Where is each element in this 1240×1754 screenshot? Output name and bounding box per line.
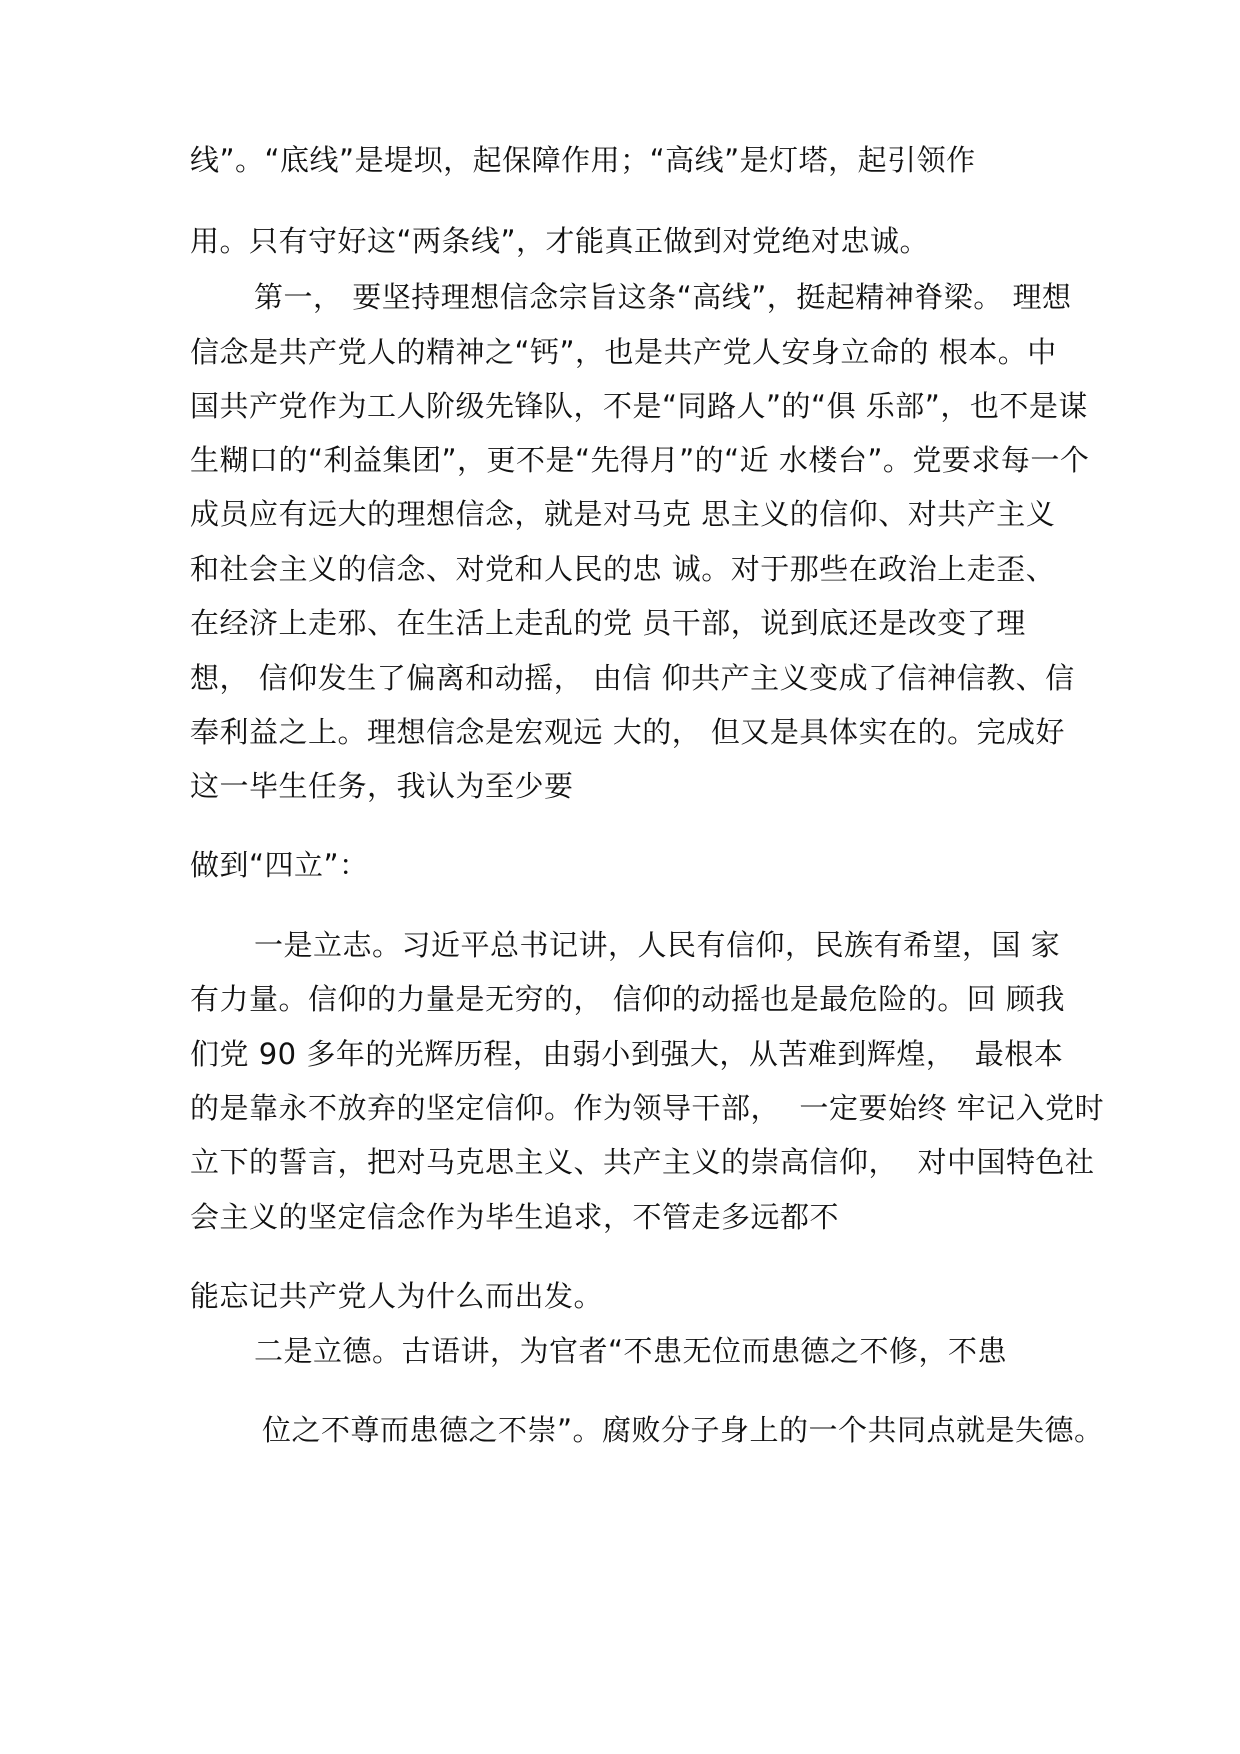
paragraph-line-19: 会主义的坚定信念作为毕生追求，不管走多远都不 bbox=[190, 1200, 840, 1234]
paragraph-line-5: 国共产党作为工人阶级先锋队，不是“同路人”的“俱 乐部”，也不是谋 bbox=[190, 389, 1088, 423]
paragraph-line-4: 信念是共产党人的精神之“钙”，也是共产党人安身立命的 根本。中 bbox=[190, 335, 1057, 369]
paragraph-line-12: 这一毕生任务，我认为至少要 bbox=[190, 769, 574, 803]
paragraph-line-1: 线”。“底线”是堤坝，起保障作用；“高线”是灯塔，起引领作 bbox=[190, 143, 976, 177]
paragraph-line-6: 生糊口的“利益集团”，更不是“先得月”的“近 水楼台”。党要求每一个 bbox=[190, 443, 1090, 477]
paragraph-line-15: 有力量。信仰的力量是无穷的， 信仰的动摇也是最危险的。回 顾我 bbox=[190, 982, 1065, 1016]
paragraph-line-20: 能忘记共产党人为什么而出发。 bbox=[190, 1279, 604, 1313]
paragraph-line-3: 第一， 要坚持理想信念宗旨这条“高线”，挺起精神脊梁。 理想 bbox=[254, 280, 1072, 314]
paragraph-line-17: 的是靠永不放弃的坚定信仰。作为领导干部， 一定要始终 牢记入党时 bbox=[190, 1091, 1105, 1125]
paragraph-line-8: 和社会主义的信念、对党和人民的忠 诚。对于那些在政治上走歪、 bbox=[190, 552, 1056, 586]
paragraph-line-10: 想， 信仰发生了偏离和动摇， 由信 仰共产主义变成了信神信教、信 bbox=[190, 661, 1075, 695]
paragraph-line-2: 用。只有守好这“两条线”，才能真正做到对党绝对忠诚。 bbox=[190, 224, 930, 258]
paragraph-line-13: 做到“四立”： bbox=[190, 848, 369, 882]
paragraph-line-18: 立下的誓言，把对马克思主义、共产主义的崇高信仰， 对中国特色社 bbox=[190, 1145, 1095, 1179]
paragraph-line-21: 二是立德。古语讲，为官者“不患无位而患德之不修，不患 bbox=[254, 1334, 1008, 1368]
paragraph-line-22: 位之不尊而患德之不崇”。腐败分子身上的一个共同点就是失德。 bbox=[262, 1413, 1104, 1447]
paragraph-line-9: 在经济上走邪、在生活上走乱的党 员干部，说到底还是改变了理 bbox=[190, 606, 1026, 640]
paragraph-line-16: 们党 90 多年的光辉历程，由弱小到强大，从苦难到辉煌， 最根本 bbox=[190, 1037, 1064, 1071]
paragraph-line-7: 成员应有远大的理想信念，就是对马克 思主义的信仰、对共产主义 bbox=[190, 497, 1056, 531]
paragraph-line-14: 一是立志。习近平总书记讲，人民有信仰，民族有希望，国 家 bbox=[254, 928, 1061, 962]
paragraph-line-11: 奉利益之上。理想信念是宏观远 大的， 但又是具体实在的。完成好 bbox=[190, 715, 1065, 749]
